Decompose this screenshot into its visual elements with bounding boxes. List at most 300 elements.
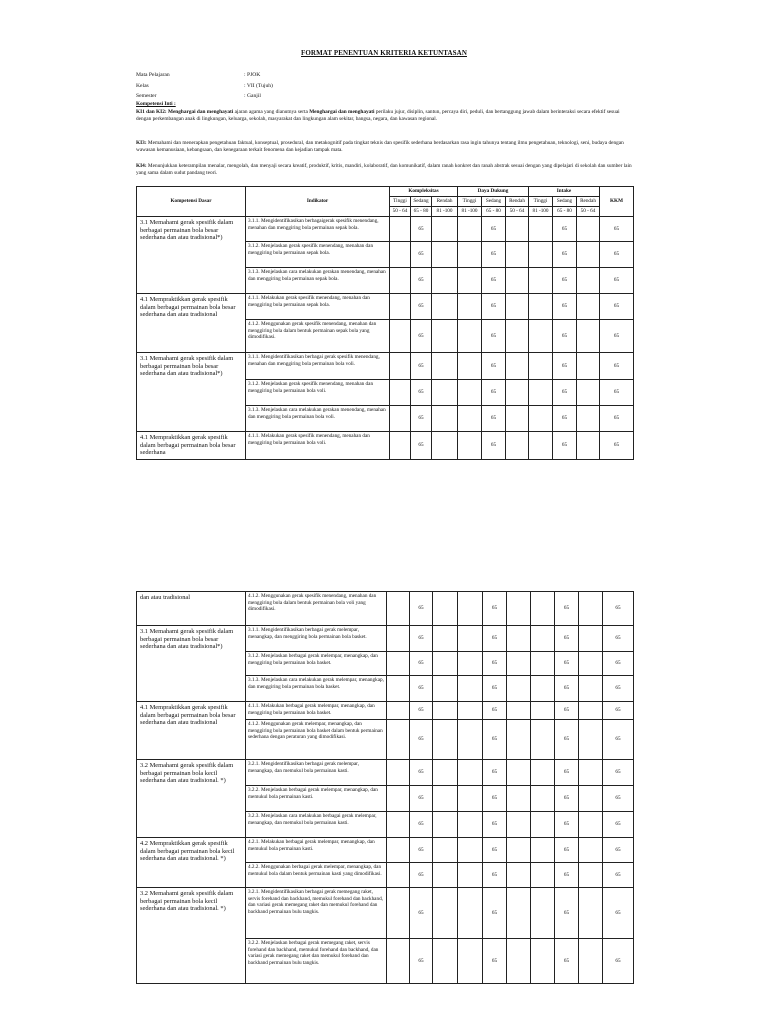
empty-cell <box>507 786 531 812</box>
empty-cell <box>579 863 603 888</box>
criteria-value: 65 <box>555 863 579 888</box>
empty-cell <box>387 786 410 812</box>
empty-cell <box>458 268 482 294</box>
empty-cell <box>390 294 411 320</box>
empty-cell <box>579 760 603 786</box>
empty-cell <box>531 760 555 786</box>
kkm-value: 65 <box>603 838 634 863</box>
empty-cell <box>433 720 458 760</box>
empty-cell <box>387 760 410 786</box>
empty-cell <box>390 353 411 380</box>
empty-cell <box>531 812 555 838</box>
kompetensi-dasar-cell: 3.1 Memahami gerak spesifik dalam berbagai permainan bola besar sederhana dan atau tradisional*) <box>137 217 246 294</box>
header-level: Tinggi <box>390 197 411 207</box>
empty-cell <box>529 242 553 268</box>
empty-cell <box>458 294 482 320</box>
ki4-paragraph <box>136 163 632 177</box>
criteria-value: 65 <box>553 242 577 268</box>
kkm-value: 65 <box>603 720 634 760</box>
criteria-value: 65 <box>555 702 579 720</box>
empty-cell <box>506 380 529 406</box>
empty-cell <box>432 268 458 294</box>
empty-cell <box>458 626 483 652</box>
criteria-value: 65 <box>483 888 507 939</box>
criteria-value: 65 <box>410 652 433 676</box>
kkm-value: 65 <box>600 406 634 432</box>
ki-heading <box>136 101 632 108</box>
criteria-value: 65 <box>482 294 506 320</box>
empty-cell <box>387 812 410 838</box>
ki12-text-1: ajaran agama yang dianutnya serta <box>233 109 310 115</box>
header-range: 65 - 80 <box>482 207 506 217</box>
empty-cell <box>507 626 531 652</box>
empty-cell <box>458 353 482 380</box>
empty-cell <box>432 432 458 460</box>
empty-cell <box>432 217 458 242</box>
kompetensi-dasar-cell: 4.2 Mempraktikkan gerak spesifik dalam berbagai permainan bola kecil sederhana dan atau tradisional. *) <box>137 838 246 888</box>
empty-cell <box>507 720 531 760</box>
empty-cell <box>432 353 458 380</box>
criteria-value: 65 <box>483 652 507 676</box>
indikator-cell: 3.1.1. Mengidentifikasikan berbagai gerak spesifik menendang, menahan dan menggiring bola permainan bola voli. <box>246 353 390 380</box>
empty-cell <box>579 592 603 626</box>
table-row <box>137 432 634 460</box>
criteria-value: 65 <box>483 626 507 652</box>
criteria-value: 65 <box>482 432 506 460</box>
kkm-value: 65 <box>600 432 634 460</box>
empty-cell <box>507 652 531 676</box>
criteria-value: 65 <box>411 294 432 320</box>
header-range: 50 - 64 <box>506 207 529 217</box>
criteria-value: 65 <box>410 863 433 888</box>
header-indikator: Indikator <box>246 187 390 217</box>
criteria-value: 65 <box>553 353 577 380</box>
empty-cell <box>579 702 603 720</box>
header-intake: Intake <box>529 187 600 197</box>
empty-cell <box>458 720 483 760</box>
ki-heading-text: Kompetensi Inti : <box>136 101 176 107</box>
criteria-value: 65 <box>410 888 433 939</box>
empty-cell <box>433 888 458 939</box>
criteria-value: 65 <box>483 838 507 863</box>
meta-row <box>136 91 273 102</box>
indikator-cell: 3.1.3. Menjelaskan cara melakukan gerak melempar, menangkap, dan menggiring bola permainan bola basket. <box>246 676 387 702</box>
kkm-value: 65 <box>600 380 634 406</box>
empty-cell <box>531 939 555 984</box>
empty-cell <box>529 217 553 242</box>
empty-cell <box>458 676 483 702</box>
empty-cell <box>458 242 482 268</box>
criteria-value: 65 <box>483 592 507 626</box>
empty-cell <box>506 268 529 294</box>
criteria-value: 65 <box>553 217 577 242</box>
criteria-value: 65 <box>410 720 433 760</box>
header-level: Sedang <box>553 197 577 207</box>
criteria-value: 65 <box>483 676 507 702</box>
kompetensi-dasar-cell: 4.1 Mempraktikkan gerak spesifik dalam berbagai permainan bola besar sederhana dan atau tradisional <box>137 294 246 353</box>
meta-row <box>136 70 273 81</box>
criteria-value: 65 <box>410 592 433 626</box>
criteria-value: 65 <box>555 652 579 676</box>
empty-cell <box>433 626 458 652</box>
empty-cell <box>507 702 531 720</box>
empty-cell <box>432 242 458 268</box>
empty-cell <box>433 702 458 720</box>
empty-cell <box>531 888 555 939</box>
criteria-value: 65 <box>411 320 432 353</box>
empty-cell <box>507 760 531 786</box>
empty-cell <box>506 217 529 242</box>
criteria-value: 65 <box>555 888 579 939</box>
kkm-value: 65 <box>600 217 634 242</box>
header-range: 81 -100 <box>458 207 482 217</box>
table-row <box>137 702 634 720</box>
header-daya-dukung: Daya Dukung <box>458 187 529 197</box>
criteria-value: 65 <box>483 786 507 812</box>
empty-cell <box>387 888 410 939</box>
empty-cell <box>387 626 410 652</box>
criteria-value: 65 <box>555 676 579 702</box>
kkm-value: 65 <box>603 652 634 676</box>
meta-value: : Ganjil <box>244 93 261 99</box>
empty-cell <box>531 786 555 812</box>
meta-label: Semester <box>136 93 157 99</box>
criteria-value: 65 <box>555 786 579 812</box>
empty-cell <box>458 939 483 984</box>
empty-cell <box>390 432 411 460</box>
empty-cell <box>458 592 483 626</box>
criteria-value: 65 <box>411 242 432 268</box>
meta-label: Mata Pelajaran <box>136 72 170 78</box>
empty-cell <box>432 380 458 406</box>
criteria-value: 65 <box>555 626 579 652</box>
empty-cell <box>577 432 600 460</box>
criteria-value: 65 <box>410 702 433 720</box>
indikator-cell: 3.2.3. Menjelaskan cara melakukan berbagai gerak melempar, menangkap, dan memukul bola permainan kasti. <box>246 812 387 838</box>
empty-cell <box>577 217 600 242</box>
empty-cell <box>529 320 553 353</box>
empty-cell <box>531 838 555 863</box>
indikator-cell: 3.1.2. Menjelaskan berbagai gerak melempar, menangkap, dan menggiring bola permainan bola basket. <box>246 652 387 676</box>
empty-cell <box>579 786 603 812</box>
kkm-value: 65 <box>603 592 634 626</box>
criteria-value: 65 <box>411 268 432 294</box>
meta-value: : VII (Tujuh) <box>244 82 273 89</box>
empty-cell <box>390 217 411 242</box>
empty-cell <box>458 812 483 838</box>
indikator-cell: 3.2.1. Mengidentifikasikan berbagai gerak melempar, menangkap, dan memukul bola permainan kasti. <box>246 760 387 786</box>
criteria-value: 65 <box>483 863 507 888</box>
empty-cell <box>579 676 603 702</box>
subject-info <box>136 70 273 102</box>
empty-cell <box>506 432 529 460</box>
criteria-value: 65 <box>555 838 579 863</box>
empty-cell <box>531 652 555 676</box>
kkm-value: 65 <box>603 626 634 652</box>
criteria-value: 65 <box>553 320 577 353</box>
header-level: Rendah <box>577 197 600 207</box>
empty-cell <box>579 720 603 760</box>
table-row <box>137 760 634 786</box>
indikator-cell: 4.1.1. Melakukan gerak spesifik menendang, menahan dan menggiring bola permainan sepak bola. <box>246 294 390 320</box>
kkm-value: 65 <box>600 294 634 320</box>
table-row <box>137 592 634 626</box>
criteria-value: 65 <box>553 380 577 406</box>
indikator-cell: 4.2.1. Melakukan berbagai gerak melempar, menangkap, dan memukul bola permainan kasti. <box>246 838 387 863</box>
criteria-value: 65 <box>553 268 577 294</box>
criteria-value: 65 <box>411 380 432 406</box>
ki12-label: KI1 dan KI2: <box>136 109 167 115</box>
ki3-paragraph <box>136 140 632 154</box>
empty-cell <box>579 652 603 676</box>
empty-cell <box>390 268 411 294</box>
empty-cell <box>529 294 553 320</box>
criteria-value: 65 <box>482 242 506 268</box>
empty-cell <box>458 406 482 432</box>
kompetensi-dasar-cell: 3.1 Memahami gerak spesifik dalam berbagai permainan bola besar sederhana dan atau tradisional*) <box>137 626 246 702</box>
empty-cell <box>387 939 410 984</box>
empty-cell <box>458 320 482 353</box>
criteria-value: 65 <box>483 720 507 760</box>
empty-cell <box>458 863 483 888</box>
table-row <box>137 217 634 242</box>
kkm-value: 65 <box>603 702 634 720</box>
empty-cell <box>390 380 411 406</box>
empty-cell <box>458 760 483 786</box>
meta-value: : PJOK <box>244 72 261 78</box>
empty-cell <box>458 786 483 812</box>
empty-cell <box>529 406 553 432</box>
kompetensi-dasar-cell: dan atau tradisional <box>137 592 246 626</box>
empty-cell <box>390 320 411 353</box>
kkm-value: 65 <box>603 863 634 888</box>
criteria-value: 65 <box>483 702 507 720</box>
criteria-value: 65 <box>482 353 506 380</box>
empty-cell <box>577 294 600 320</box>
empty-cell <box>529 353 553 380</box>
indikator-cell: 3.1.2. Menjelaskan gerak spesifik menendang, menahan dan menggiring bola permainan sepak bola. <box>246 242 390 268</box>
empty-cell <box>579 838 603 863</box>
criteria-value: 65 <box>555 812 579 838</box>
meta-label: Kelas <box>136 82 149 89</box>
criteria-value: 65 <box>411 406 432 432</box>
header-kompetensi-dasar: Kompetensi Dasar <box>137 187 246 217</box>
criteria-value: 65 <box>482 217 506 242</box>
header-level: Tinggi <box>529 197 553 207</box>
kompetensi-dasar-cell: 3.1 Memahami gerak spesifik dalam berbagai permainan bola besar sederhana dan atau tradisional*) <box>137 353 246 432</box>
header-kompleksitas: Kompleksitas <box>390 187 458 197</box>
empty-cell <box>577 268 600 294</box>
criteria-value: 65 <box>555 720 579 760</box>
ki3-text: Memahami dan menerapkan pengetahuan faktual, konseptual, prosedural, dan metakognitif pada tingkat teknis dan spesifik sederhana berdasarkan rasa ingin tahunya tentang ilmu pengetahuan, teknologi, seni, budaya dengan wawasan kemanusiaan, kebangsaan, dan kenegaraan terkait fenomena dan kejadian tampak mata. <box>136 140 624 153</box>
criteria-value: 65 <box>553 432 577 460</box>
criteria-value: 65 <box>411 353 432 380</box>
kkm-value: 65 <box>603 786 634 812</box>
indikator-cell: 3.1.3. Menjelaskan cara melakukan gerakan menendang, menahan dan menggiring bola permainan sepak bola. <box>246 268 390 294</box>
empty-cell <box>387 676 410 702</box>
empty-cell <box>529 432 553 460</box>
empty-cell <box>507 592 531 626</box>
empty-cell <box>531 863 555 888</box>
indikator-cell: 3.1.1. Mengidentifikasikan berbagai gerak melempar, menangkap, dan menggiring bola permainan bola basket. <box>246 626 387 652</box>
indikator-cell: 3.2.2. Menjelaskan berbagai gerak melempar, menangkap, dan memukul bola permainan kasti. <box>246 786 387 812</box>
empty-cell <box>579 939 603 984</box>
empty-cell <box>433 786 458 812</box>
criteria-value: 65 <box>555 939 579 984</box>
kompetensi-dasar-cell: 4.1 Mempraktikkan gerak spesifik dalam berbagai permainan bola besar sederhana dan atau tradisional <box>137 702 246 760</box>
ki12-text-2: perilaku jujur, disiplin, santun, percaya diri, peduli, dan bertanggung jawab dalam berinteraksi secara efektif sesuai dengan perkembangan anak di lingkungan, keluarga, sekolah, masyarakat dan lingkungan alam sekitar, bangsa, negara, dan kawasan regional. <box>136 109 620 122</box>
header-range: 50 - 64 <box>577 207 600 217</box>
kompetensi-dasar-cell: 4.1 Mempraktikkan gerak spesifik dalam berbagai permainan bola besar sederhana <box>137 432 246 460</box>
table-row <box>137 838 634 863</box>
ki3-label: KI3: <box>136 140 147 146</box>
criteria-value: 65 <box>410 626 433 652</box>
empty-cell <box>458 888 483 939</box>
empty-cell <box>579 888 603 939</box>
criteria-value: 65 <box>482 406 506 432</box>
criteria-value: 65 <box>553 294 577 320</box>
empty-cell <box>433 863 458 888</box>
indikator-cell: 4.1.2. Menggunakan gerak spesifik menendang, menahan dan menggiring bola dalam bentuk permainan bola voli yang dimodifikasi. <box>246 592 387 626</box>
empty-cell <box>390 242 411 268</box>
header-level: Sedang <box>411 197 432 207</box>
ki12-paragraph <box>136 109 632 123</box>
empty-cell <box>507 888 531 939</box>
ki12-bold-1: Menghargai dan menghayati <box>167 109 234 115</box>
empty-cell <box>387 592 410 626</box>
kkm-value: 65 <box>600 320 634 353</box>
criteria-value: 65 <box>553 406 577 432</box>
empty-cell <box>432 320 458 353</box>
header-kkm: KKM <box>600 187 634 217</box>
kkm-value: 65 <box>600 353 634 380</box>
empty-cell <box>432 294 458 320</box>
empty-cell <box>506 353 529 380</box>
indikator-cell: 4.1.2. Menggunakan gerak spesifik menendang, menahan dan menggiring bola dalam bentuk permainan sepak bola yang dimodifikasi. <box>246 320 390 353</box>
header-level: Rendah <box>506 197 529 207</box>
empty-cell <box>507 939 531 984</box>
ki4-label: KI4: <box>136 163 147 169</box>
empty-cell <box>531 592 555 626</box>
empty-cell <box>531 626 555 652</box>
header-range: 65 - 80 <box>553 207 577 217</box>
table-row <box>137 353 634 380</box>
ki4-text: Menunjukkan keterampilan menalar, mengolah, dan menyaji secara kreatif, produktif, kritis, mandiri, kolaboratif, dan komunikatif, dalam ranah konkret dan ranah abstrak sesuai dengan yang dipelajari di sekolah dan sumber lain yang sama dalam sudut pandang teori. <box>136 163 632 176</box>
empty-cell <box>507 812 531 838</box>
empty-cell <box>458 217 482 242</box>
document-title: FORMAT PENENTUAN KRITERIA KETUNTASAN <box>301 49 467 57</box>
empty-cell <box>506 406 529 432</box>
empty-cell <box>531 702 555 720</box>
kkm-value: 65 <box>603 676 634 702</box>
empty-cell <box>390 406 411 432</box>
kkm-value: 65 <box>603 888 634 939</box>
indikator-cell: 3.2.2. Menjelaskan berbagai gerak memegang raket, servis forehand dan backhand, memukul forehand dan backhand, dan variasi gerak memegang raket dan memukul forehand dan backhand permainan bulu tangkis. <box>246 939 387 984</box>
header-level: Sedang <box>482 197 506 207</box>
empty-cell <box>433 939 458 984</box>
empty-cell <box>531 676 555 702</box>
header-range: 50 - 64 <box>390 207 411 217</box>
empty-cell <box>458 838 483 863</box>
empty-cell <box>387 702 410 720</box>
empty-cell <box>529 380 553 406</box>
kompetensi-dasar-cell: 3.2 Memahami gerak spesifik dalam berbagai permainan bola kecil sederhana dan atau tradisional. *) <box>137 888 246 984</box>
table-row <box>137 626 634 652</box>
header-range: 65 - 80 <box>411 207 432 217</box>
criteria-value: 65 <box>483 939 507 984</box>
indikator-cell: 3.2.1. Mengidentifikasikan berbagai gerak memegang raket, servis forehand dan backhand, memukul forehand dan backhand, dan variasi gerak memegang raket dan memukul forehand dan backhand permainan bulu tangkis. <box>246 888 387 939</box>
kompetensi-dasar-cell: 3.2 Memahami gerak spesifik dalam berbagai permainan bola kecil sederhana dan atau tradisional. *) <box>137 760 246 838</box>
kkm-value: 65 <box>603 812 634 838</box>
empty-cell <box>433 652 458 676</box>
header-level: Rendah <box>432 197 458 207</box>
empty-cell <box>506 320 529 353</box>
table-row <box>137 294 634 320</box>
empty-cell <box>507 863 531 888</box>
kkm-value: 65 <box>603 939 634 984</box>
kkm-value: 65 <box>600 242 634 268</box>
empty-cell <box>387 720 410 760</box>
empty-cell <box>433 592 458 626</box>
empty-cell <box>433 760 458 786</box>
empty-cell <box>577 353 600 380</box>
empty-cell <box>577 380 600 406</box>
empty-cell <box>433 812 458 838</box>
kkm-value: 65 <box>603 760 634 786</box>
criteria-table-page-2 <box>136 591 634 984</box>
indikator-cell: 3.1.1. Mengidentifikasikan berbagaigerak spesifik menendang, menahan dan menggiring bola permainan sepak bola. <box>246 217 390 242</box>
empty-cell <box>577 320 600 353</box>
empty-cell <box>529 268 553 294</box>
criteria-value: 65 <box>410 812 433 838</box>
criteria-value: 65 <box>482 320 506 353</box>
indikator-cell: 4.1.1. Melakukan berbagai gerak melempar, menangkap, dan menggiring bola permainan bola basket. <box>246 702 387 720</box>
header-range: 81 -100 <box>529 207 553 217</box>
criteria-value: 65 <box>411 217 432 242</box>
empty-cell <box>577 406 600 432</box>
indikator-cell: 4.1.1. Melakukan gerak spesifik menendang, menahan dan menggiring bola permainan bola voli. <box>246 432 390 460</box>
empty-cell <box>531 720 555 760</box>
empty-cell <box>507 838 531 863</box>
empty-cell <box>506 242 529 268</box>
empty-cell <box>458 652 483 676</box>
empty-cell <box>387 652 410 676</box>
criteria-value: 65 <box>482 380 506 406</box>
empty-cell <box>579 626 603 652</box>
header-range: 81 -100 <box>432 207 458 217</box>
empty-cell <box>458 702 483 720</box>
empty-cell <box>387 838 410 863</box>
indikator-cell: 4.1.2. Menggunakan gerak melempar, menangkap, dan menggiring bola permainan bola basket dalam bentuk permainan sederhana dengan peraturan yang dimodifikasi. <box>246 720 387 760</box>
criteria-value: 65 <box>410 760 433 786</box>
criteria-value: 65 <box>410 786 433 812</box>
criteria-table-page-1 <box>136 186 634 460</box>
empty-cell <box>579 812 603 838</box>
table-row <box>137 888 634 939</box>
criteria-value: 65 <box>555 760 579 786</box>
header-level: Tinggi <box>458 197 482 207</box>
indikator-cell: 3.1.2. Menjelaskan gerak spesifik menendang, menahan dan menggiring bola permainan bola voli. <box>246 380 390 406</box>
criteria-value: 65 <box>410 676 433 702</box>
criteria-value: 65 <box>410 838 433 863</box>
empty-cell <box>458 432 482 460</box>
criteria-value: 65 <box>555 592 579 626</box>
criteria-value: 65 <box>483 760 507 786</box>
empty-cell <box>387 863 410 888</box>
indikator-cell: 3.1.3. Menjelaskan cara melakukan gerakan menendang, menahan dan menggiring bola permainan bola voli. <box>246 406 390 432</box>
criteria-value: 65 <box>483 812 507 838</box>
empty-cell <box>433 676 458 702</box>
